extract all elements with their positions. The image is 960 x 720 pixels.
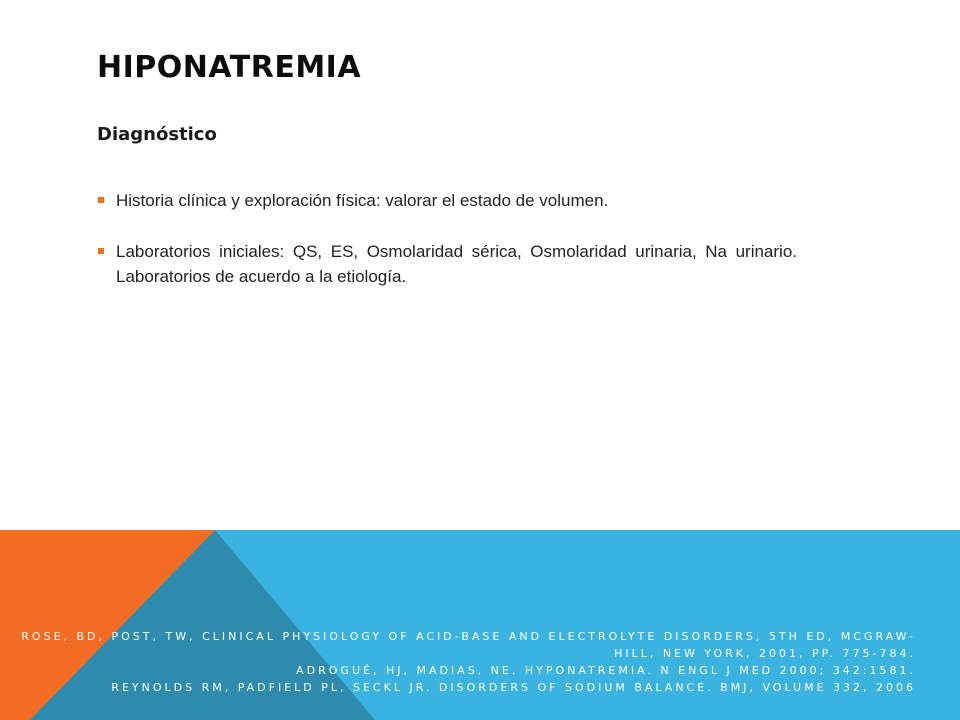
square-bullet-icon xyxy=(98,197,104,203)
slide-subtitle: Diagnóstico xyxy=(97,124,217,145)
reference-line: REYNOLDS RM, PADFIELD PL, SECKL JR. DISORDERS OF SODIUM BALANCE. BMJ, VOLUME 332, 2006 xyxy=(111,681,916,694)
bullet-text: Laboratorios iniciales: QS, ES, Osmolaridad sérica, Osmolaridad urinaria, Na urinario. Laboratorios de acuerdo a la etiología. xyxy=(116,242,797,286)
bullet-text: Historia clínica y exploración física: valorar el estado de volumen. xyxy=(116,191,609,210)
square-bullet-icon xyxy=(98,248,104,254)
bullet-item xyxy=(97,239,797,289)
reference-line: ADROGUÉ, HJ, MADIAS, NE. HYPONATREMIA. N ENGL J MED 2000; 342:1581. xyxy=(296,664,916,677)
slide-title: HIPONATREMIA xyxy=(97,50,362,85)
bullet-list xyxy=(97,188,797,315)
bullet-item xyxy=(97,188,797,213)
reference-line: ROSE, BD, POST, TW, CLINICAL PHYSIOLOGY OF ACID-BASE AND ELECTROLYTE DISORDERS, 5TH ED, MCGRAW-HILL, NEW YORK, 2001, PP. 775-784. xyxy=(21,630,916,660)
references-block xyxy=(16,628,916,696)
